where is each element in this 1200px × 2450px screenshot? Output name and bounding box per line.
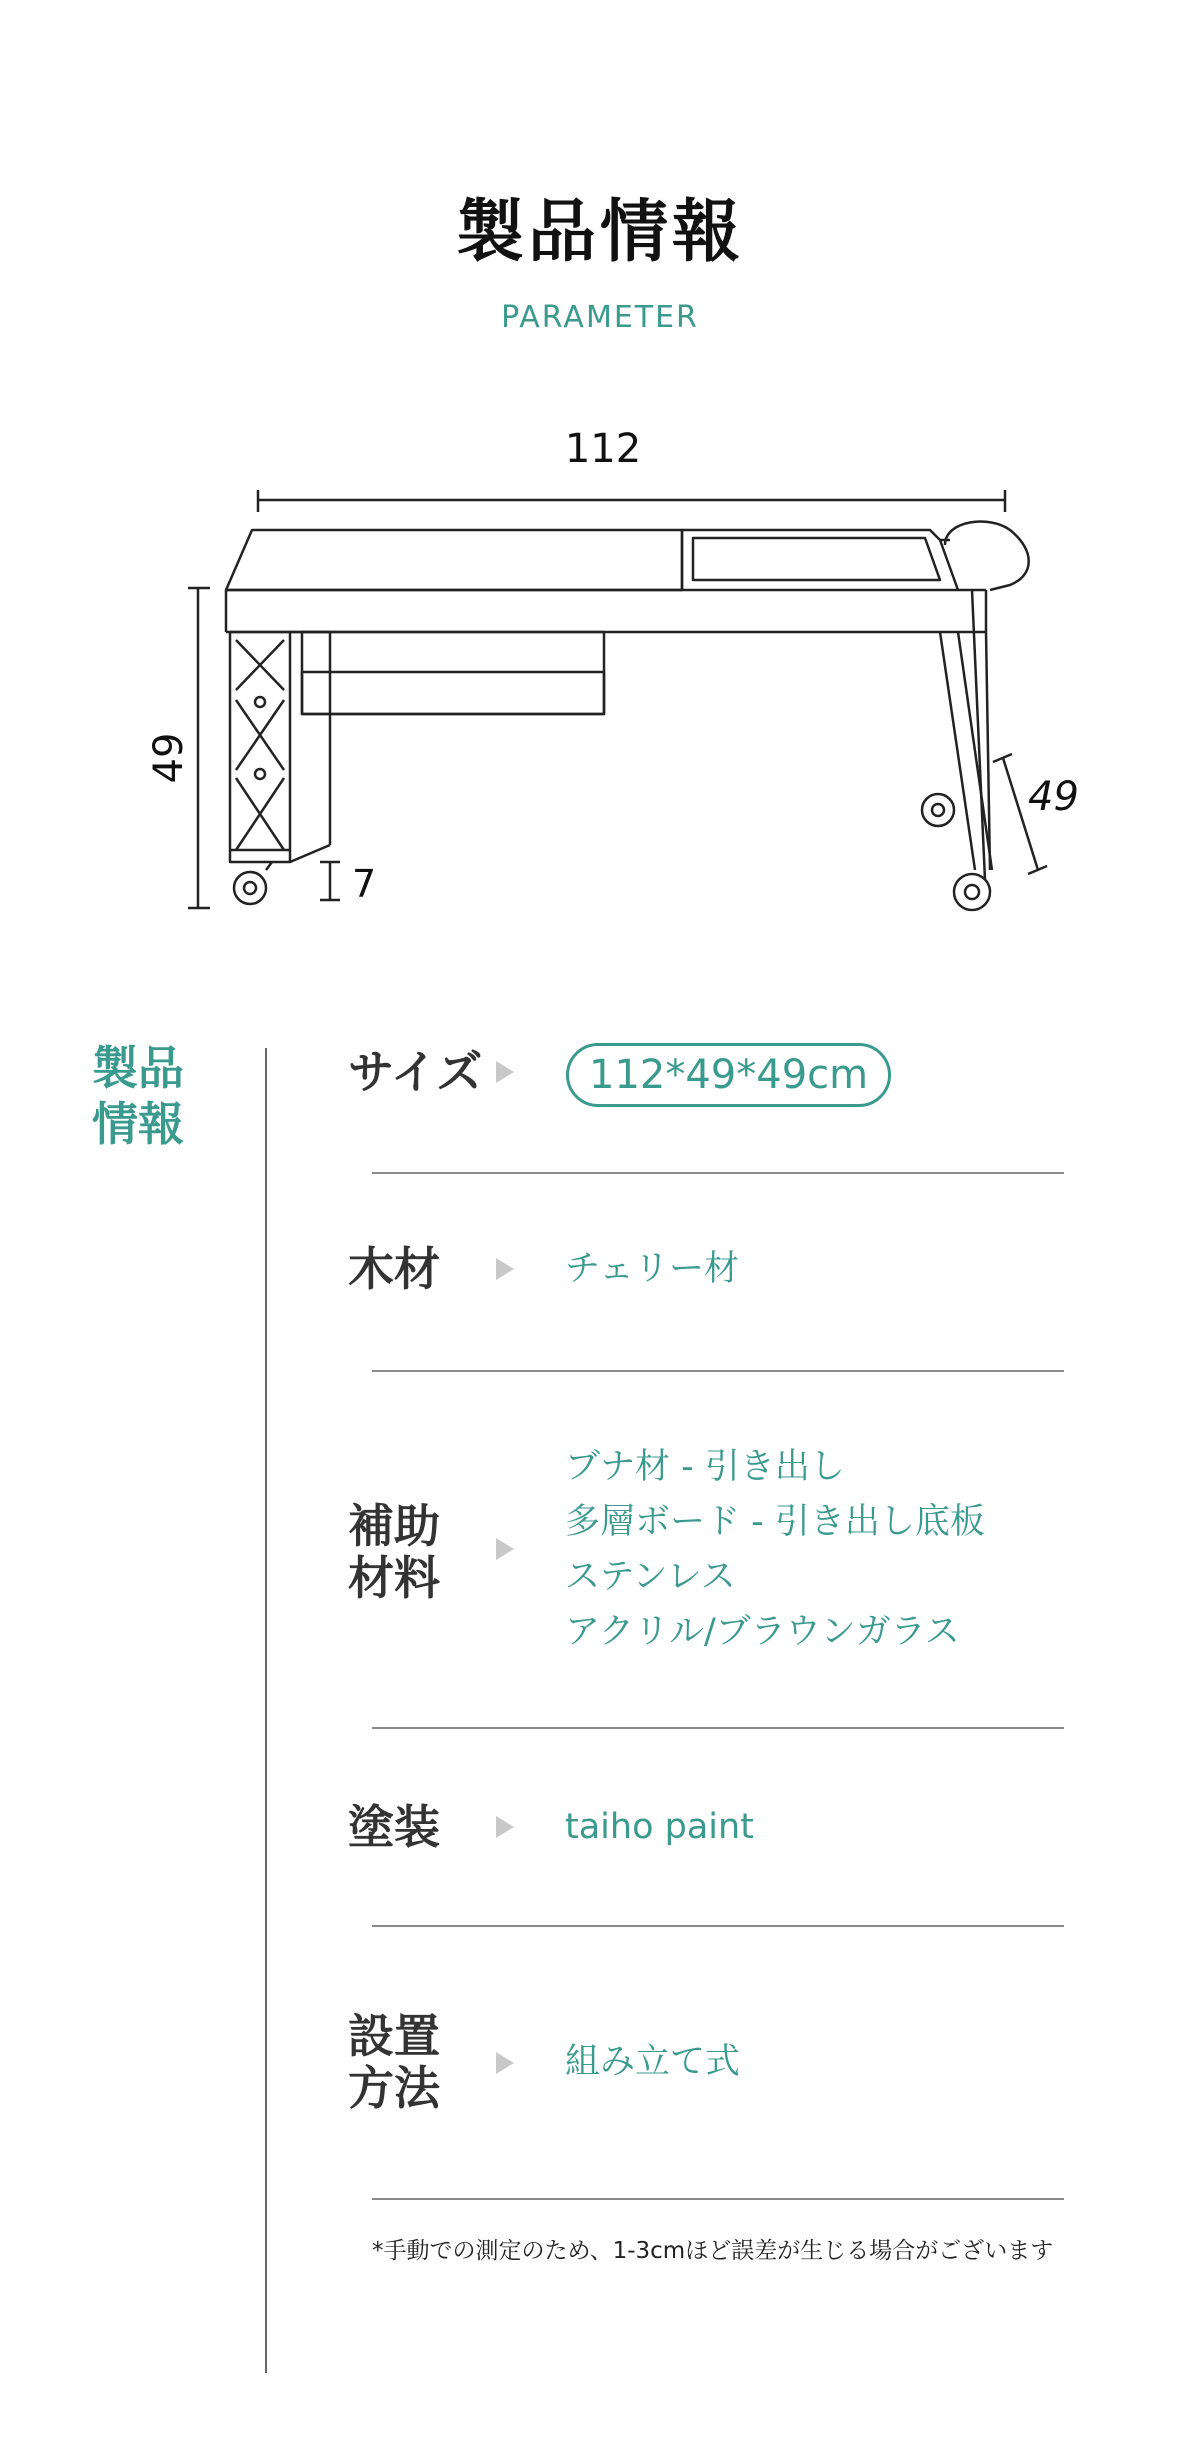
depth-dimension-label: 49 [1028,774,1079,820]
measurement-note: *手動での測定のため、1-3cmほど誤差が生じる場合がございます [372,2238,1054,2264]
spec-label-wood: 木材 [348,1242,440,1296]
spec-divider [372,1727,1064,1729]
size-value-pill: 112*49*49cm [566,1043,891,1107]
spec-label-materials-line-1: 補助 [348,1499,440,1553]
spec-label-materials [348,1500,440,1604]
spec-label-paint: 塗装 [348,1800,440,1854]
spec-value-materials [565,1440,985,1660]
material-item: ブナ材 - 引き出し [565,1447,845,1487]
product-dimension-drawing [0,400,1200,940]
arrow-icon [496,1258,514,1280]
spec-side-label [92,1040,202,1152]
caster-dimension-label: 7 [352,862,377,906]
material-item: ステンレス [565,1557,736,1597]
spec-label-install-line-2: 方法 [348,2061,440,2115]
spec-label-size: サイズ [348,1045,483,1099]
material-item: 多層ボード - 引き出し底板 [565,1502,985,1542]
height-dimension-label: 49 [146,732,192,784]
spec-value-paint: taiho paint [565,1807,754,1847]
spec-divider [372,1925,1064,1927]
material-item: アクリル/ブラウンガラス [565,1612,960,1652]
arrow-icon [496,2052,514,2074]
spec-value-install: 組み立て式 [565,2042,741,2082]
spec-label-materials-line-2: 材料 [348,1551,440,1605]
arrow-icon [496,1538,514,1560]
spec-label-install [348,2010,440,2114]
arrow-icon [496,1061,514,1083]
spec-vertical-divider [265,1048,267,2373]
spec-divider [372,2198,1064,2200]
spec-divider [372,1370,1064,1372]
width-dimension-label: 112 [564,426,642,472]
spec-label-install-line-1: 設置 [348,2009,440,2063]
page-subtitle: PARAMETER [501,300,699,335]
spec-divider [372,1172,1064,1174]
spec-side-label-line-2: 情報 [92,1097,184,1151]
page-title: 製品情報 [455,193,744,272]
arrow-icon [496,1816,514,1838]
spec-side-label-line-1: 製品 [92,1041,184,1095]
spec-value-wood: チェリー材 [565,1249,739,1289]
